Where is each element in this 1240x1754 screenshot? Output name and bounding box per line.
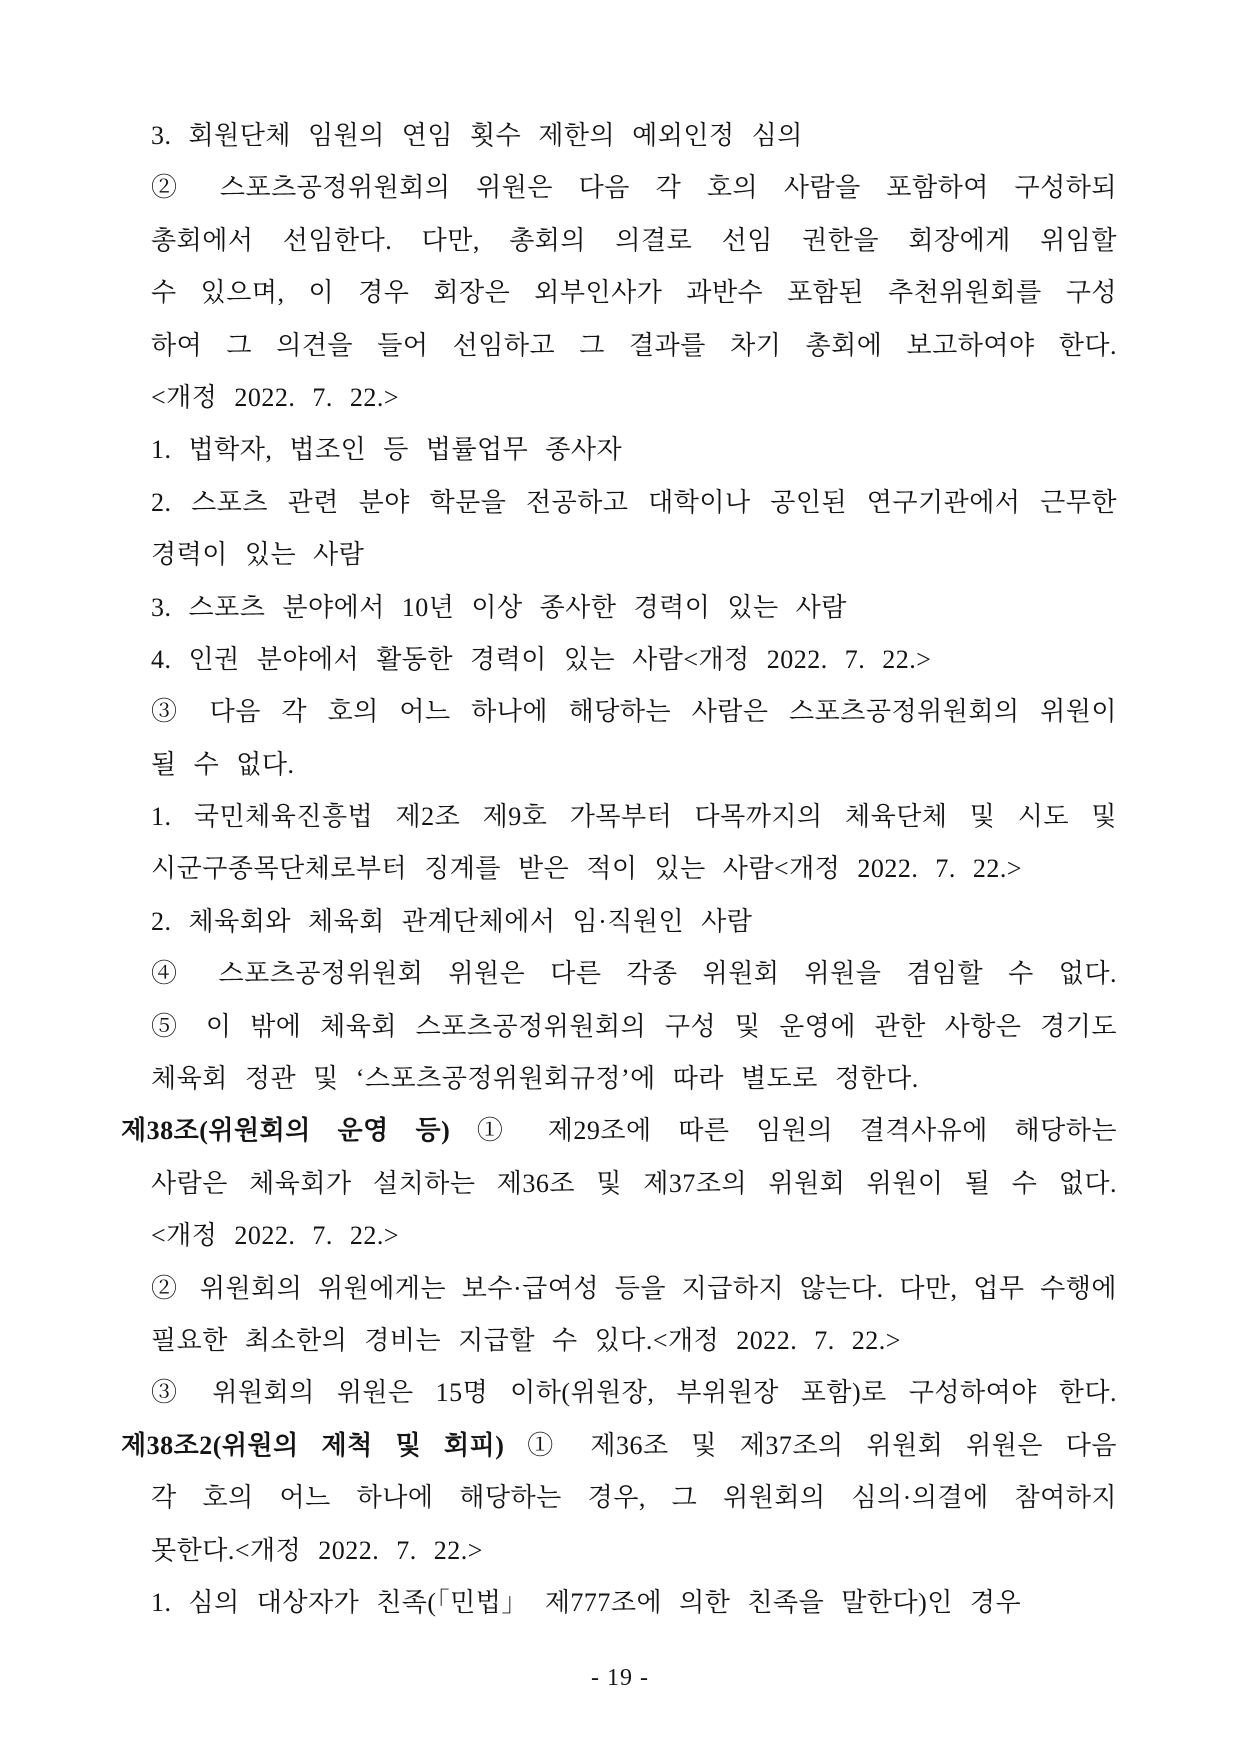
text-line: 수 있으며, 이 경우 회장은 외부인사가 과반수 포함된 추천위원회를 구성 bbox=[151, 278, 1117, 308]
text-line: 2. 스포츠 관련 분야 학문을 전공하고 대학이나 공인된 연구기관에서 근무한 bbox=[151, 487, 1117, 517]
text-line: 총회에서 선임한다. 다만, 총회의 의결로 선임 권한을 회장에게 위임할 bbox=[151, 225, 1117, 255]
text-line: <개정 2022. 7. 22.> bbox=[151, 382, 400, 412]
text-line: 4. 인권 분야에서 활동한 경력이 있는 사람<개정 2022. 7. 22.> bbox=[151, 644, 932, 674]
text-line: ③ 다음 각 호의 어느 하나에 해당하는 사람은 스포츠공정위원회의 위원이 bbox=[151, 697, 1117, 727]
article-heading: 제38조(위원회의 운영 등) bbox=[121, 1116, 451, 1146]
text-line: ② 스포츠공정위원회의 위원은 다음 각 호의 사람을 포함하여 구성하되 bbox=[151, 173, 1117, 203]
document-body bbox=[121, 110, 1117, 1629]
text-line: 될 수 없다. bbox=[151, 749, 295, 779]
article-body: ① 제29조에 따른 임원의 결격사유에 해당하는 bbox=[476, 1116, 1117, 1146]
text-line: 하여 그 의견을 들어 선임하고 그 결과를 차기 총회에 보고하여야 한다. bbox=[151, 330, 1117, 360]
page-number: - 19 - bbox=[591, 1665, 649, 1691]
text-line: 시군구종목단체로부터 징계를 받은 적이 있는 사람<개정 2022. 7. 22.> bbox=[151, 854, 1022, 884]
text-line: 1. 국민체육진흥법 제2조 제9호 가목부터 다목까지의 체육단체 및 시도 및 bbox=[151, 802, 1117, 832]
text-line: ④ 스포츠공정위원회 위원은 다른 각종 위원회 위원을 겸임할 수 없다. bbox=[151, 959, 1117, 989]
text-line: 3. 회원단체 임원의 연임 횟수 제한의 예외인정 심의 bbox=[151, 121, 803, 150]
text-line: 필요한 최소한의 경비는 지급할 수 있다.<개정 2022. 7. 22.> bbox=[151, 1325, 901, 1355]
text-line: 각 호의 어느 하나에 해당하는 경우, 그 위원회의 심의·의결에 참여하지 bbox=[151, 1483, 1117, 1513]
text-line: 못한다.<개정 2022. 7. 22.> bbox=[151, 1535, 483, 1565]
article-line bbox=[121, 1105, 1117, 1157]
text-line: ③ 위원회의 위원은 15명 이하(위원장, 부위원장 포함)로 구성하여야 한다. bbox=[151, 1378, 1117, 1408]
text-line: <개정 2022. 7. 22.> bbox=[151, 1221, 400, 1251]
text-line: ② 위원회의 위원에게는 보수·급여성 등을 지급하지 않는다. 다만, 업무 수행에 bbox=[151, 1273, 1117, 1303]
text-line: 사람은 체육회가 설치하는 제36조 및 제37조의 위원회 위원이 될 수 없다. bbox=[151, 1168, 1117, 1198]
text-line: 1. 심의 대상자가 친족(「민법」 제777조에 의한 친족을 말한다)인 경우 bbox=[151, 1587, 1022, 1617]
article-line bbox=[121, 1420, 1117, 1472]
text-line: ⑤ 이 밖에 체육회 스포츠공정위원회의 구성 및 운영에 관한 사항은 경기도 bbox=[151, 1011, 1117, 1041]
text-line: 체육회 정관 및 ‘스포츠공정위원회규정’에 따라 별도로 정한다. bbox=[151, 1064, 919, 1094]
text-line: 1. 법학자, 법조인 등 법률업무 종사자 bbox=[151, 435, 623, 465]
article-body: ① 제36조 및 제37조의 위원회 위원은 다음 bbox=[527, 1430, 1117, 1460]
text-line: 2. 체육회와 체육회 관계단체에서 임·직원인 사람 bbox=[151, 906, 753, 936]
article-heading: 제38조2(위원의 제척 및 회피) bbox=[121, 1430, 505, 1460]
text-line: 경력이 있는 사람 bbox=[151, 540, 365, 570]
text-line: 3. 스포츠 분야에서 10년 이상 종사한 경력이 있는 사람 bbox=[151, 592, 847, 622]
